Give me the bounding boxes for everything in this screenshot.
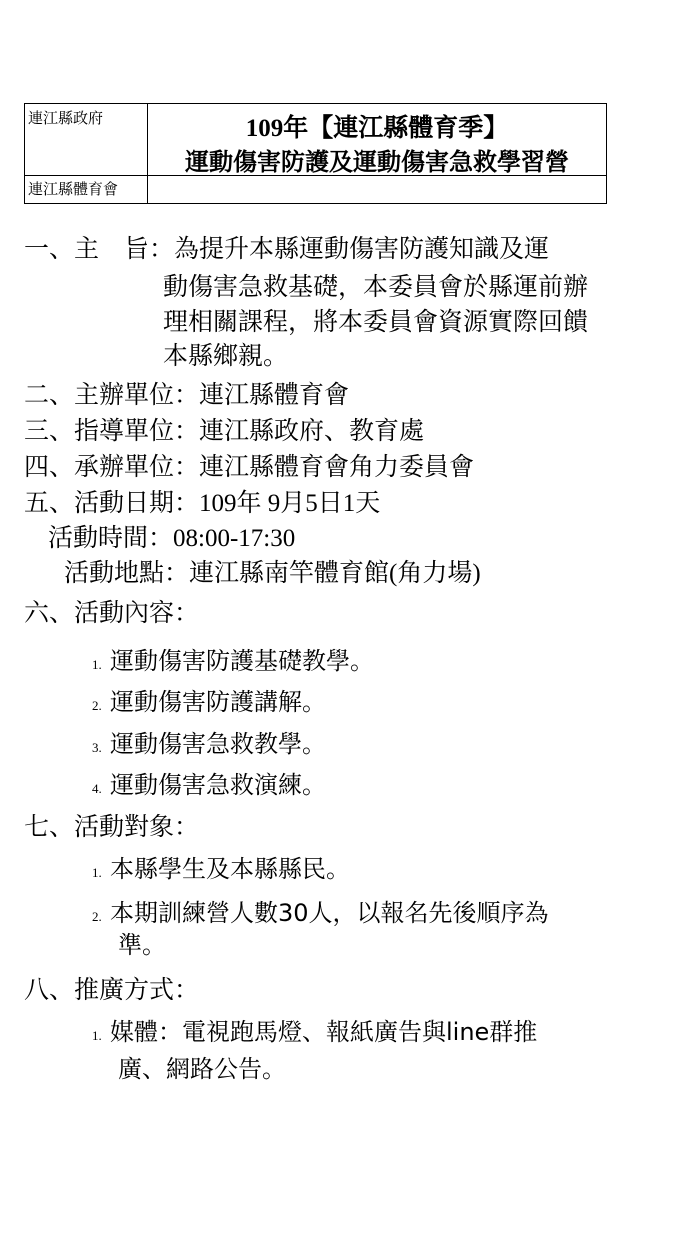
section-2-organizer: 二、主辦單位：連江縣體育會: [24, 380, 350, 409]
item-number: 2.: [92, 909, 102, 924]
item-number: 1.: [92, 1028, 102, 1043]
date-label: 五、活動日期：: [24, 488, 200, 517]
section-8-heading: 八、推廣方式：: [24, 975, 200, 1004]
section-7-heading: 七、活動對象：: [24, 812, 200, 841]
place-value: 連江縣南竿體育館(角力場): [189, 560, 481, 587]
title-line-2: 運動傷害防護及運動傷害急救學習營: [185, 148, 569, 176]
item-number: 1.: [92, 657, 102, 672]
item-text: 運動傷害防護講解。: [110, 688, 326, 716]
target-item-2: [92, 899, 549, 928]
section-4-executor: 四、承辦單位：連江縣體育會角力委員會: [24, 452, 475, 481]
section-1-heading: 一、主 旨：: [24, 234, 175, 263]
item-text: 媒體：電視跑馬燈、報紙廣告與line群推: [110, 1018, 538, 1046]
item-text: 運動傷害急救演練。: [110, 771, 326, 799]
section-1-text-2: 動傷害急救基礎，本委員會於縣運前辦: [163, 272, 589, 301]
section-3-supervisor: 三、指導單位：連江縣政府、教育處: [24, 416, 425, 445]
item-text: 本縣學生及本縣縣民。: [110, 855, 350, 883]
section-1-text-4: 本縣鄉親。: [163, 341, 289, 370]
time-label: 活動時間：: [48, 523, 174, 552]
content-item-3: [92, 730, 326, 759]
item-text: 運動傷害急救教學。: [110, 730, 326, 758]
content-item-1: [92, 647, 374, 676]
organizer-sports-association: 連江縣體育會: [25, 176, 148, 203]
content-item-4: [92, 771, 326, 800]
section-6-heading: 六、活動內容：: [24, 598, 200, 627]
section-5-place: [64, 558, 481, 589]
item-text: 運動傷害防護基礎教學。: [110, 647, 374, 675]
promotion-item-1-continued: 廣、網路公告。: [118, 1055, 286, 1083]
section-1-text-3: 理相關課程，將本委員會資源實際回饋: [163, 307, 589, 336]
section-5-date: [24, 488, 380, 519]
organizer-government: 連江縣政府: [25, 104, 148, 176]
promotion-item-1: [92, 1018, 537, 1047]
date-value: 109年 9月5日1天: [199, 490, 381, 517]
document-title: [148, 104, 606, 176]
item-number: 4.: [92, 781, 102, 796]
item-number: 1.: [92, 865, 102, 880]
empty-cell: [148, 176, 606, 203]
header-table: [24, 103, 607, 204]
time-value: 08:00-17:30: [173, 525, 296, 552]
item-text: 本期訓練營人數30人，以報名先後順序為: [110, 899, 549, 927]
item-number: 2.: [92, 698, 102, 713]
section-5-time: [48, 523, 295, 554]
target-item-2-continued: 準。: [118, 931, 166, 959]
content-item-2: [92, 688, 326, 717]
title-line-1: 109年【連江縣體育季】: [245, 115, 509, 142]
section-1-line-1: [24, 234, 549, 264]
item-number: 3.: [92, 740, 102, 755]
section-1-text-1: 為提升本縣運動傷害防護知識及運: [174, 234, 550, 263]
target-item-1: [92, 855, 350, 884]
place-label: 活動地點：: [64, 558, 190, 587]
